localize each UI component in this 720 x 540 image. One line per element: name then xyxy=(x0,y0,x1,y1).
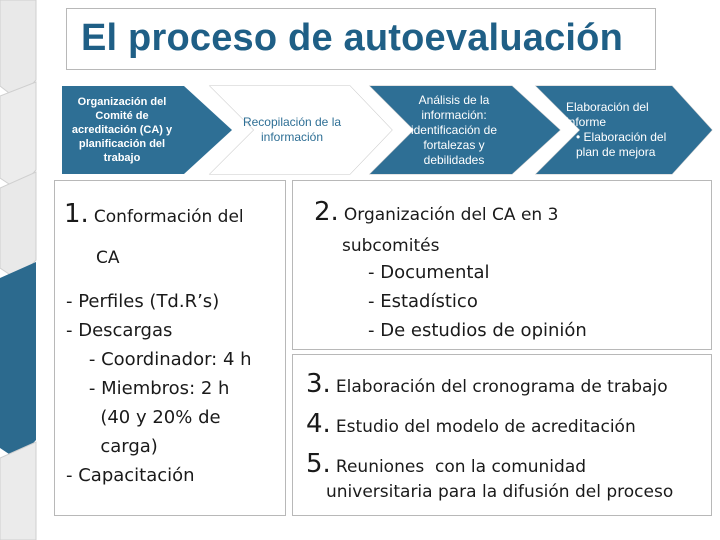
item-2-line1: Organización del CA en 3 xyxy=(343,205,559,225)
step-4-bullet: • Elaboración del plan de mejora xyxy=(576,130,667,159)
item-3-number: 3. xyxy=(306,369,331,399)
item-1-line1: Conformación del xyxy=(93,207,244,227)
step-1-label: Organización del Comité de acreditación (CA) y planificación del trabajo xyxy=(71,96,173,164)
item-5-line2: universitaria para la difusión del proceso xyxy=(326,482,674,502)
item-4 xyxy=(306,410,636,442)
step-3-label: Análisis de la información: identificación de fortalezas y debilidades xyxy=(410,92,498,167)
item-5-number: 5. xyxy=(306,449,331,479)
item-3-text: Elaboración del cronograma de trabajo xyxy=(335,377,668,397)
item-2-sub-2: - De estudios de opinión xyxy=(368,320,587,341)
item-4-text: Estudio del modelo de acreditación xyxy=(335,417,636,437)
left-sub-0: - Perfiles (Td.R’s) xyxy=(66,291,220,312)
item-4-number: 4. xyxy=(306,409,331,439)
item-3 xyxy=(306,370,668,402)
step-4-label-box xyxy=(566,88,676,172)
item-2 xyxy=(314,198,558,230)
step-2-label: Recopilación de la información xyxy=(242,115,342,144)
item-5-line1: Reuniones con la comunidad xyxy=(335,457,587,477)
left-sub-6: - Capacitación xyxy=(66,465,195,486)
item-1-number: 1. xyxy=(64,199,89,229)
left-sub-5: carga) xyxy=(66,436,158,457)
item-1-line2: CA xyxy=(96,248,120,268)
left-sub-3: - Miembros: 2 h xyxy=(66,378,230,399)
item-2-sub-1: - Estadístico xyxy=(368,291,478,312)
left-sub-1: - Descargas xyxy=(66,320,173,341)
item-2-sub-0: - Documental xyxy=(368,262,490,283)
left-sub-2: - Coordinador: 4 h xyxy=(66,349,252,370)
page-title: El proceso de autoevaluación xyxy=(81,17,623,59)
item-2-line2: subcomités xyxy=(342,236,440,256)
left-sub-4: (40 y 20% de xyxy=(66,407,221,428)
step-4-label: Elaboración del informe xyxy=(566,100,649,129)
item-1 xyxy=(64,200,244,232)
item-2-number: 2. xyxy=(314,197,339,227)
